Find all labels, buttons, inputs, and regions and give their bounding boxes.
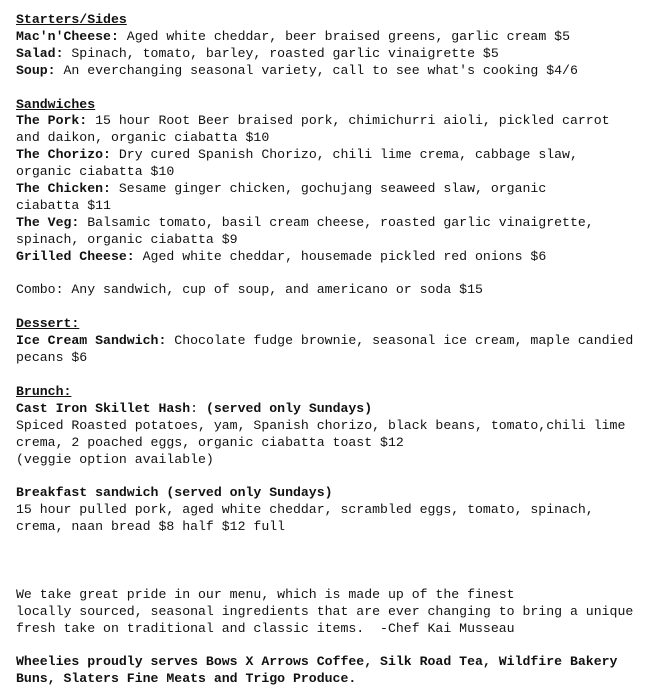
menu-item-chorizo xyxy=(16,147,646,164)
dessert-heading: Dessert: xyxy=(16,316,80,332)
item-desc: Sesame ginger chicken, gochujang seaweed slaw, organic xyxy=(110,181,547,197)
menu-item-veg-cont: spinach, organic ciabatta $9 xyxy=(16,231,238,247)
wheelies-suppliers-1: Wheelies proudly serves Bows X Arrows Coffee, Silk Road Tea, Wildfire Bakery xyxy=(16,654,618,670)
starters-heading: Starters/Sides xyxy=(16,12,127,27)
item-name: Soup: xyxy=(16,62,56,78)
item-name: Mac'n'Cheese: xyxy=(16,28,119,44)
skillet-desc-2: crema, 2 poached eggs, organic ciabatta toast $12 xyxy=(16,434,404,450)
skillet-veggie-note: (veggie option available) xyxy=(16,451,214,467)
item-desc: Balsamic tomato, basil cream cheese, roasted garlic vinaigrette, xyxy=(79,214,594,230)
menu-item-ice-cream-cont: pecans $6 xyxy=(16,350,88,366)
menu-item-chorizo-cont: organic ciabatta $10 xyxy=(16,164,175,180)
pride-text-1: We take great pride in our menu, which is made up of the finest xyxy=(16,586,515,602)
item-name: The Chicken: xyxy=(16,181,111,197)
menu-item-chicken-cont: ciabatta $11 xyxy=(16,197,111,213)
menu-item-chicken xyxy=(16,181,646,198)
item-name: Ice Cream Sandwich: xyxy=(16,333,167,349)
skillet-desc-1: Spiced Roasted potatoes, yam, Spanish chorizo, black beans, tomato,chili lime xyxy=(16,417,626,433)
item-desc: Dry cured Spanish Chorizo, chili lime crema, cabbage slaw, xyxy=(110,147,578,163)
pride-text-2: locally sourced, seasonal ingredients that are ever changing to bring a unique xyxy=(16,603,634,619)
breakfast-sandwich-title: Breakfast sandwich (served only Sundays) xyxy=(16,485,333,501)
item-name: The Pork: xyxy=(16,113,88,129)
menu-item-pork xyxy=(16,113,646,130)
item-desc: 15 hour Root Beer braised pork, chimichurri aioli, pickled carrot xyxy=(87,113,610,129)
breakfast-desc-2: crema, naan bread $8 half $12 full xyxy=(16,519,286,535)
skillet-hash-title xyxy=(16,401,646,418)
wheelies-suppliers-2: Buns, Slaters Fine Meats and Trigo Produce. xyxy=(16,671,357,687)
breakfast-desc-1: 15 hour pulled pork, aged white cheddar, scrambled eggs, tomato, spinach, xyxy=(16,502,594,518)
item-name: The Chorizo: xyxy=(16,147,111,163)
menu-item-soup xyxy=(16,63,646,80)
item-desc: Chocolate fudge brownie, seasonal ice cream, maple candied xyxy=(166,333,634,349)
menu-document xyxy=(16,12,646,688)
item-name: Salad: xyxy=(16,45,64,61)
item-desc: Spinach, tomato, barley, roasted garlic vinaigrette $5 xyxy=(63,45,499,61)
pride-text-3: fresh take on traditional and classic items. -Chef Kai Musseau xyxy=(16,620,515,636)
menu-item-pork-cont: and daikon, organic ciabatta $10 xyxy=(16,130,270,146)
item-desc: An everchanging seasonal variety, call to see what's cooking $4/6 xyxy=(55,62,578,78)
item-name: The Veg: xyxy=(16,214,80,230)
menu-item-macncheese xyxy=(16,29,646,46)
item-desc: Aged white cheddar, housemade pickled red onions $6 xyxy=(134,248,547,264)
menu-item-veg xyxy=(16,215,646,232)
sandwiches-heading: Sandwiches xyxy=(16,96,96,112)
item-name: Cast Iron Skillet Hash xyxy=(16,400,191,416)
item-desc: Aged white cheddar, beer braised greens, garlic cream $5 xyxy=(118,28,570,44)
menu-item-grilled-cheese xyxy=(16,249,646,266)
item-note: (served only Sundays) xyxy=(198,400,373,416)
brunch-heading: Brunch: xyxy=(16,383,72,399)
item-name: Grilled Cheese: xyxy=(16,248,135,264)
skillet-mark: : xyxy=(190,400,199,416)
menu-item-ice-cream-sandwich xyxy=(16,333,646,350)
menu-item-salad xyxy=(16,46,646,63)
combo-line: Combo: Any sandwich, cup of soup, and americano or soda $15 xyxy=(16,282,483,298)
